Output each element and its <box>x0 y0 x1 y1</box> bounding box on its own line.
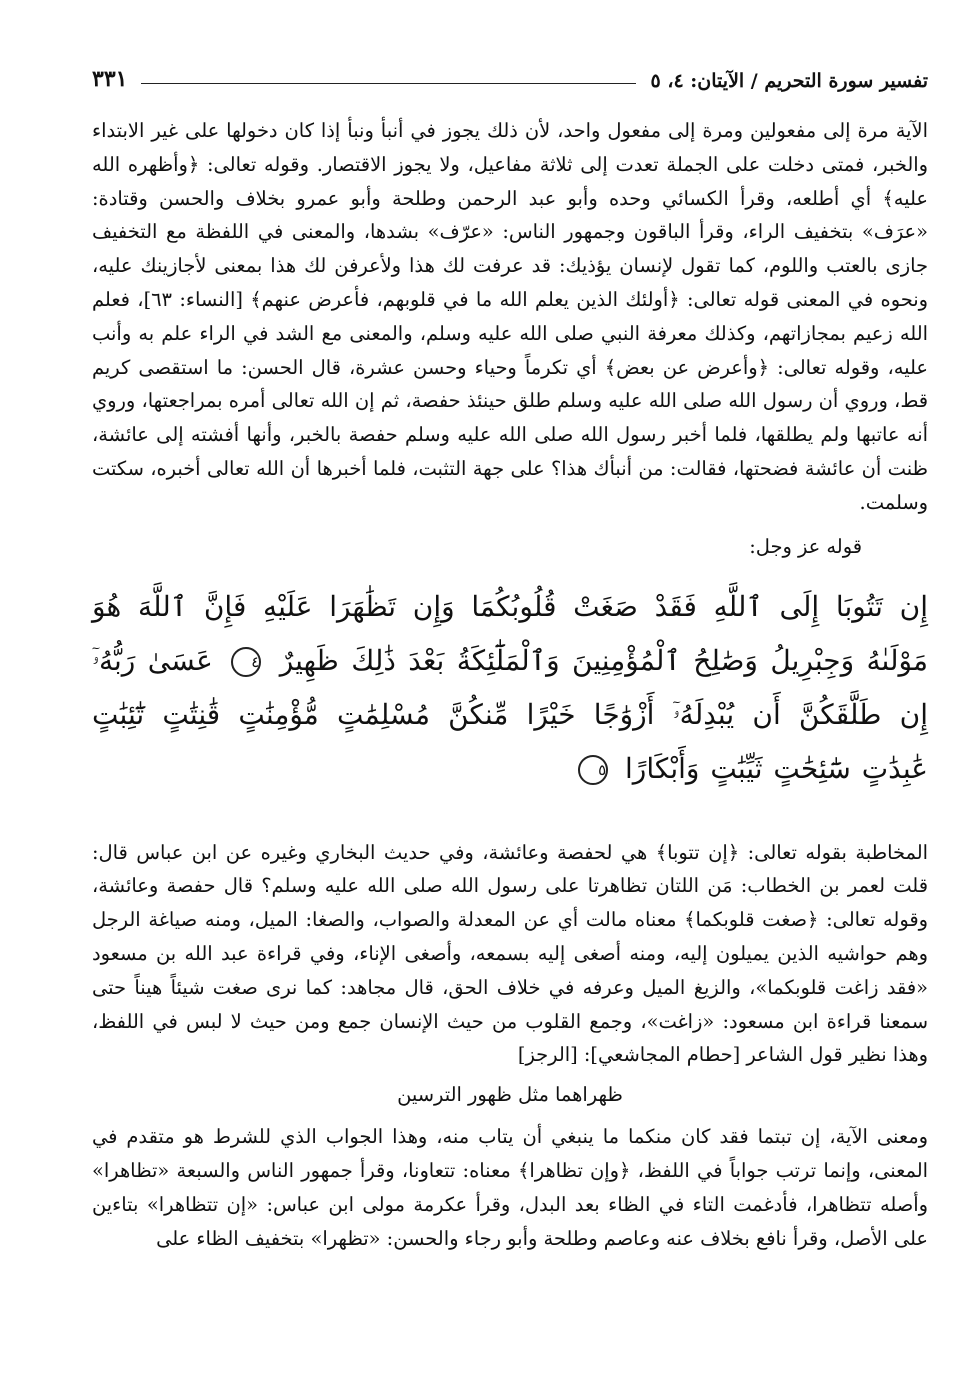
section-heading: قوله عز وجل: <box>749 534 862 558</box>
running-header <box>92 62 928 92</box>
header-title: تفسير سورة التحريم / الآيتان: ٤، ٥ <box>650 70 928 92</box>
verse-text-5: عَسَىٰ رَبُّهُۥٓ إِن طَلَّقَكُنَّ أَن يُبْدِلَهُۥٓ أَزْوَٰجًا خَيْرًا مِّنكُنَّ مُسْلِمَٰتٍ مُّؤْمِنَٰتٍ قَٰنِتَٰتٍ تَٰٓئِبَٰتٍ عَٰبِدَٰتٍ سَٰٓئِحَٰتٍ ثَيِّبَٰتٍ وَأَبْكَارًا <box>92 643 928 785</box>
verse-text-4: إِن تَتُوبَا إِلَى ٱللَّهِ فَقَدْ صَغَتْ قُلُوبُكُمَا وَإِن تَظَٰهَرَا عَلَيْهِ فَإِنَّ ٱللَّهَ هُوَ مَوْلَىٰهُ وَجِبْرِيلُ وَصَٰلِحُ ٱلْمُؤْمِنِينَ وَٱلْمَلَٰٓئِكَةُ بَعْدَ ذَٰلِكَ ظَهِيرٌ <box>92 589 928 677</box>
quran-verse-block <box>92 580 928 796</box>
header-rule <box>141 83 636 84</box>
page <box>92 62 928 1255</box>
verse-number-4: ٤ <box>231 647 261 677</box>
poetry-line: ظهراهما مثل ظهور الترسين <box>397 1083 623 1107</box>
commentary-paragraph-3: ومعنى الآية، إن تبتما فقد كان منكما ما ينبغي أن يتاب منه، وهذا الجواب الذي للشرط هو متقدم في المعنى، وإنما ترتب جواباً في اللفظ، ﴿وإن تظاهرا﴾ معناه: تتعاونا، وقرأ جمهور الناس والسبعة «تظاهرا» وأصله تتظاهرا، فأدغمت التاء في الظاء بعد البدل، وقرأ عكرمة مولى ابن عباس: «إن تتظاهرا» بتاءين على الأصل، وقرأ نافع بخلاف عنه وعاصم وطلحة وأبو رجاء والحسن: «تظهرا» بتخفيف الظاء على <box>92 1125 928 1250</box>
verse-number-5: ٥ <box>578 755 608 785</box>
commentary-paragraph-2: المخاطبة بقوله تعالى: ﴿إن تتوبا﴾ هي لحفصة وعائشة، وفي حديث البخاري وغيره عن ابن عباس قال: قلت لعمر بن الخطاب: مَن اللتان تظاهرتا على رسول الله صلى الله عليه وسلم؟ قال حفصة وعائشة، وقوله تعالى: ﴿صغت قلوبكما﴾ معناه مالت أي عن المعدلة والصواب، والصغا: الميل، ومنه صياغة الرجل وهم حواشيه الذين يميلون إليه، ومنه أصغى إليه بسمعه، وأصغى الإناء، وفي قراءة عبد الله بن مسعود «فقد زاغت قلوبكما»، والزيغ الميل وعرفه في خلاف الحق، قال مجاهد: كما نرى صغت شيئاً هيناً حتى سمعنا قراءة ابن مسعود: «زاغت»، وجمع القلوب من حيث الإنسان جمع ومن حيث لا لبس في اللفظ، وهذا نظير قول الشاعر [حطام المجاشعي]: [الرجز] <box>92 840 928 1067</box>
commentary-paragraph-1: الآية مرة إلى مفعولين ومرة إلى مفعول واحد، لأن ذلك يجوز في أنبأ ونبأ إذا كان دخولها على غير الابتداء والخبر، فمتى دخلت على الجملة تعدت إلى ثلاثة مفاعيل، ولا يجوز الاقتصار. وقوله تعالى: ﴿وأظهره الله عليه﴾ أي أطلعه، وقرأ الكسائي وحده وأبو عبد الرحمن وطلحة وأبو عمرو بخلاف والحسن وقتادة: «عرَف» بتخفيف الراء، وقرأ الباقون وجمهور الناس: «عرّف» بشدها، والمعنى في اللفظة مع التخفيف جازى بالعتب واللوم، كما تقول لإنسان يؤذيك: قد عرفت لك هذا ولأعرفن لك هذا بمعنى لأجازينك عليه، ونحوه في المعنى قوله تعالى: ﴿أولئك الذين يعلم الله ما في قلوبهم، فأعرض عنهم﴾ [النساء: ٦٣]، فعلم الله زعيم بمجازاتهم، وكذلك معرفة النبي صلى الله عليه وسلم، والمعنى مع الشد في الراء علم به وأنب عليه، وقوله تعالى: ﴿وأعرض عن بعض﴾ أي تكرماً وحياء وحسن عشرة، قال الحسن: ما استقصى كريم قط، وروي أن رسول الله صلى الله عليه وسلم طلق حينئذ حفصة، ثم إن الله تعالى أمره بمراجعتها، وروي أنه عاتبها ولم يطلقها، فلما أخبر رسول الله صلى الله عليه وسلم حفصة بالخبر، وأنها أفشته إلى عائشة، ظنت أن عائشة فضحتها، فقالت: من أنبأك هذا؟ على جهة التثبت، فلما أخبرها أن الله تعالى أخبره، سكتت وسلمت. <box>92 119 928 514</box>
page-number: ٣٣١ <box>92 66 128 92</box>
